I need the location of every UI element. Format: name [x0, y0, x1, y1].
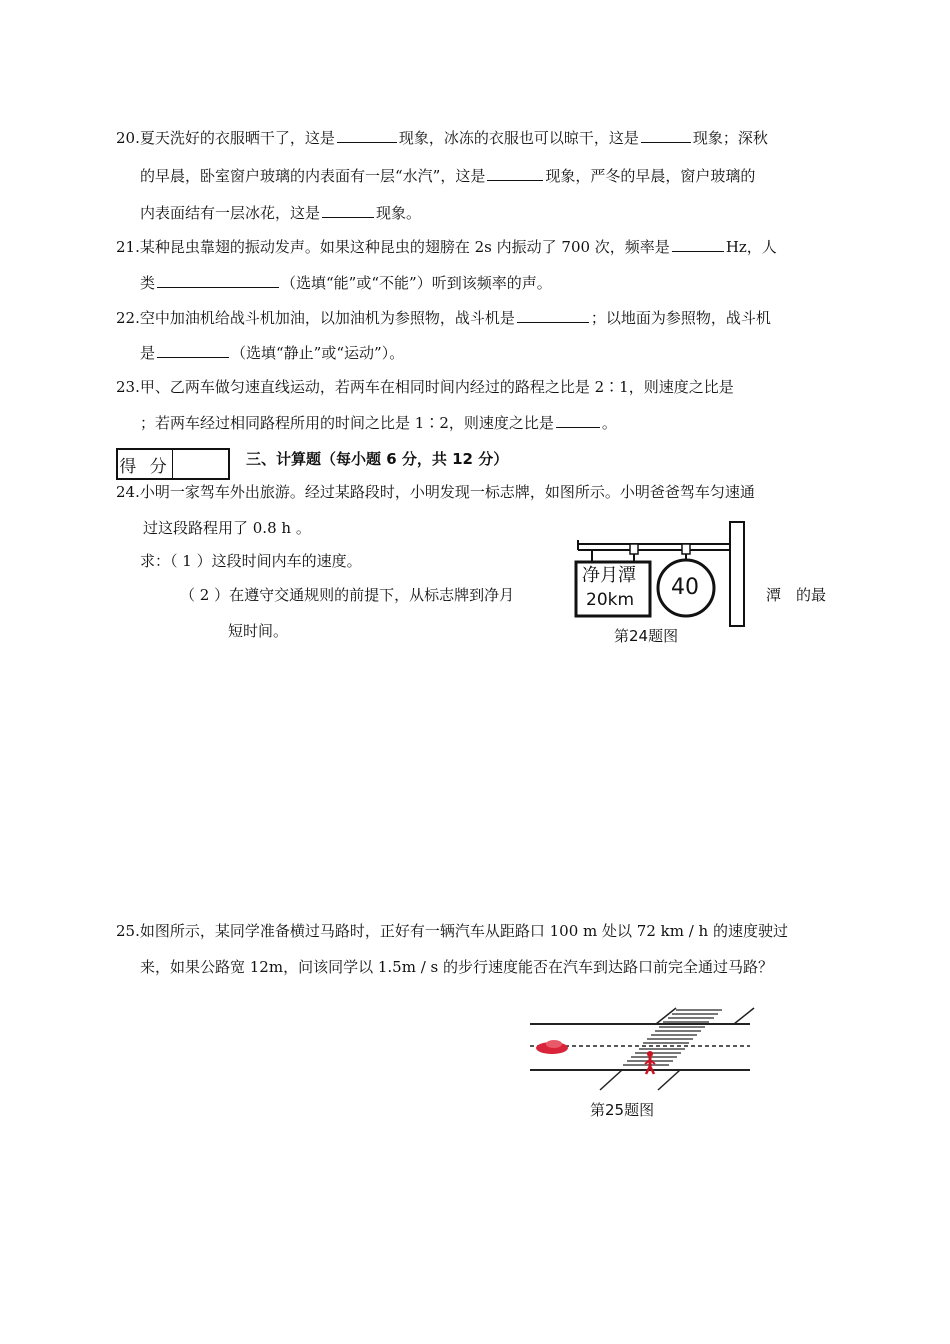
figure-25 [526, 1000, 766, 1128]
speed-limit-value: 40 [671, 575, 699, 600]
q20-blank-3[interactable] [487, 166, 543, 181]
figure-25-caption: 第25题图 [590, 1101, 655, 1119]
score-box [116, 448, 230, 480]
q24-line4: （ 2 ）在遵守交通规则的前提下，从标志牌到净月 [180, 586, 515, 604]
q22-line1: 22.空中加油机给战斗机加油，以加油机为参照物，战斗机是 ；以地面为参照物，战斗机 [116, 309, 771, 327]
score-label: 得 分 [118, 450, 173, 478]
q21-line2: 类 （选填“能”或“不能”）听到该频率的声。 [140, 274, 552, 292]
q22-blank-1[interactable] [517, 308, 589, 323]
q25-line2: 来，如果公路宽 12m，问该同学以 1.5m / s 的步行速度能否在汽车到达路口前完全通过马路？ [140, 958, 773, 976]
figure-24-caption: 第24题图 [614, 627, 679, 645]
q24-line3: 求：（ 1 ）这段时间内车的速度。 [140, 552, 362, 570]
q25-line1: 25.如图所示，某同学准备横过马路时，正好有一辆汽车从距路口 100 m 处以 72 km / h 的速度驶过 [116, 922, 788, 940]
sign-distance: 20km [586, 590, 635, 610]
q20-blank-1[interactable] [337, 128, 397, 143]
q23-line2: ；若两车经过相同路程所用的时间之比是 1∶2，则速度之比是 。 [140, 414, 617, 432]
q24-line1: 24.小明一家驾车外出旅游。经过某路段时，小明发现一标志牌，如图所示。小明爸爸驾车匀速通 [116, 483, 755, 501]
q23-blank-1[interactable] [556, 413, 600, 428]
q22-blank-2[interactable] [157, 343, 229, 358]
q24-line5: 短时间。 [228, 622, 289, 640]
q21-blank-2[interactable] [157, 273, 279, 288]
figure-24 [570, 518, 760, 650]
q22-line2: 是 （选填“静止”或“运动”）。 [140, 344, 405, 362]
q20-line3: 内表面结有一层冰花，这是 现象。 [140, 204, 422, 222]
q20-blank-4[interactable] [322, 203, 374, 218]
q21-blank-1[interactable] [672, 237, 724, 252]
q20-blank-2[interactable] [641, 128, 691, 143]
score-entry-cell[interactable] [173, 450, 228, 478]
q23-line1: 23.甲、乙两车做匀速直线运动，若两车在相同时间内经过的路程之比是 2∶1，则速度之比是 [116, 378, 734, 396]
car-icon [536, 1040, 568, 1054]
road-crossing-illustration [526, 1000, 766, 1100]
q24-line4-tail: 潭 的最 [766, 586, 827, 604]
sign-destination: 净月潭 [582, 565, 636, 586]
q24-line2: 过这段路程用了 0.8 h 。 [143, 519, 311, 537]
section-3-title: 三、计算题（每小题 6 分，共 12 分） [246, 450, 509, 468]
q21-line1: 21.某种昆虫靠翅的振动发声。如果这种昆虫的翅膀在 2s 内振动了 700 次，频率是 Hz，人 [116, 238, 777, 256]
q20-line1: 20.夏天洗好的衣服晒干了，这是 现象，冰冻的衣服也可以晾干，这是 现象；深秋 [116, 129, 768, 147]
q20-line2: 的早晨，卧室窗户玻璃的内表面有一层“水汽”，这是 现象，严冬的早晨，窗户玻璃的 [140, 167, 756, 185]
